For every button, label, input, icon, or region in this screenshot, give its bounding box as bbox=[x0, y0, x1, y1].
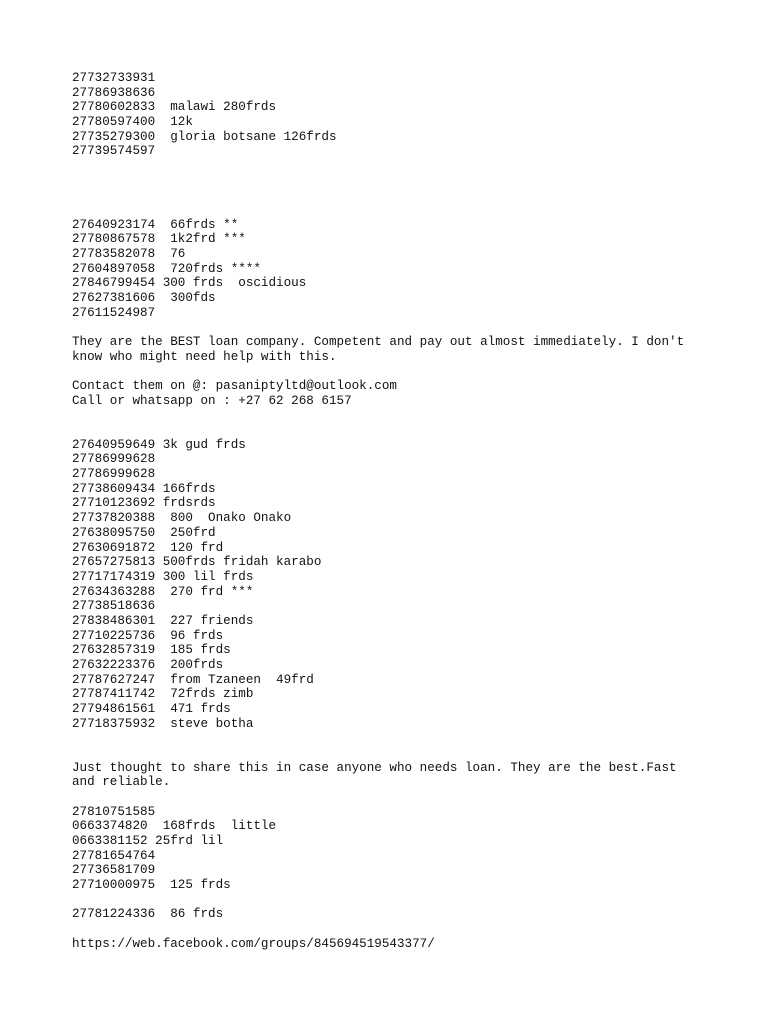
blank-line bbox=[72, 423, 712, 438]
blank-line bbox=[72, 746, 712, 761]
blank-line bbox=[72, 922, 712, 937]
phone-number-line: 27710000975 125 frds bbox=[72, 877, 231, 892]
text-paragraph-line: Contact them on @: pasaniptyltd@outlook.com bbox=[72, 379, 397, 394]
blank-line bbox=[72, 159, 712, 174]
phone-number-line: 27810751585 bbox=[72, 804, 156, 819]
text-paragraph-line: and reliable. bbox=[72, 775, 171, 790]
phone-number-line: 0663381152 25frd lil bbox=[72, 833, 224, 848]
phone-number-line: 27781224336 86 frds bbox=[72, 907, 224, 922]
phone-number-line: 27783582078 76 bbox=[72, 247, 186, 262]
phone-number-line: 27640923174 66frds ** bbox=[72, 217, 239, 232]
blank-line bbox=[72, 188, 712, 203]
blank-line bbox=[72, 893, 712, 908]
phone-number-line: 27780867578 1k2frd *** bbox=[72, 232, 246, 247]
blank-line bbox=[72, 203, 712, 218]
phone-number-line: 27604897058 720frds **** bbox=[72, 261, 261, 276]
blank-line bbox=[72, 364, 712, 379]
phone-number-line: 27710225736 96 frds bbox=[72, 628, 224, 643]
phone-number-line: 27781654764 bbox=[72, 848, 156, 863]
phone-number-line: 27657275813 500frds fridah karabo bbox=[72, 555, 322, 570]
text-paragraph-line: Just thought to share this in case anyone who needs loan. They are the best.Fast bbox=[72, 760, 677, 775]
facebook-group-link: https://web.facebook.com/groups/845694519543377/ bbox=[72, 936, 435, 951]
text-paragraph-line: They are the BEST loan company. Competent and pay out almost immediately. I don't bbox=[72, 335, 685, 350]
phone-number-line: 27846799454 300 frds oscidious bbox=[72, 276, 307, 291]
phone-number-line: 27718375932 steve botha bbox=[72, 716, 254, 731]
phone-number-line: 27780597400 12k bbox=[72, 115, 193, 130]
phone-number-line: 27630691872 120 frd bbox=[72, 540, 224, 555]
text-paragraph-line: know who might need help with this. bbox=[72, 349, 337, 364]
phone-number-line: 27710123692 frdsrds bbox=[72, 496, 216, 511]
phone-number-line: 27738609434 166frds bbox=[72, 481, 216, 496]
phone-number-line: 27717174319 300 lil frds bbox=[72, 569, 254, 584]
phone-number-line: 27786938636 bbox=[72, 85, 156, 100]
blank-line bbox=[72, 320, 712, 335]
phone-number-line: 27736581709 bbox=[72, 863, 156, 878]
phone-number-line: 27838486301 227 friends bbox=[72, 613, 254, 628]
phone-number-line: 27739574597 bbox=[72, 144, 156, 159]
phone-number-line: 27738518636 bbox=[72, 599, 156, 614]
blank-line bbox=[72, 174, 712, 189]
phone-number-line: 0663374820 168frds little bbox=[72, 819, 277, 834]
phone-number-line: 27786999628 bbox=[72, 452, 156, 467]
phone-number-line: 27634363288 270 frd *** bbox=[72, 584, 254, 599]
blank-line bbox=[72, 408, 712, 423]
blank-line bbox=[72, 790, 712, 805]
document-page bbox=[72, 71, 712, 951]
blank-line bbox=[72, 731, 712, 746]
phone-number-line: 27787627247 from Tzaneen 49frd bbox=[72, 672, 314, 687]
phone-number-line: 27794861561 471 frds bbox=[72, 701, 231, 716]
phone-number-line: 27735279300 gloria botsane 126frds bbox=[72, 129, 337, 144]
phone-number-line: 27640959649 3k gud frds bbox=[72, 437, 246, 452]
phone-number-line: 27632223376 200frds bbox=[72, 657, 224, 672]
phone-number-line: 27780602833 malawi 280frds bbox=[72, 100, 277, 115]
phone-number-line: 27611524987 bbox=[72, 305, 156, 320]
phone-number-line: 27737820388 800 Onako Onako bbox=[72, 511, 292, 526]
phone-number-line: 27638095750 250frd bbox=[72, 525, 216, 540]
phone-number-line: 27786999628 bbox=[72, 467, 156, 482]
phone-number-line: 27732733931 bbox=[72, 71, 156, 85]
phone-number-line: 27632857319 185 frds bbox=[72, 643, 231, 658]
phone-number-line: 27787411742 72frds zimb bbox=[72, 687, 254, 702]
text-paragraph-line: Call or whatsapp on : +27 62 268 6157 bbox=[72, 393, 352, 408]
phone-number-line: 27627381606 300fds bbox=[72, 291, 216, 306]
